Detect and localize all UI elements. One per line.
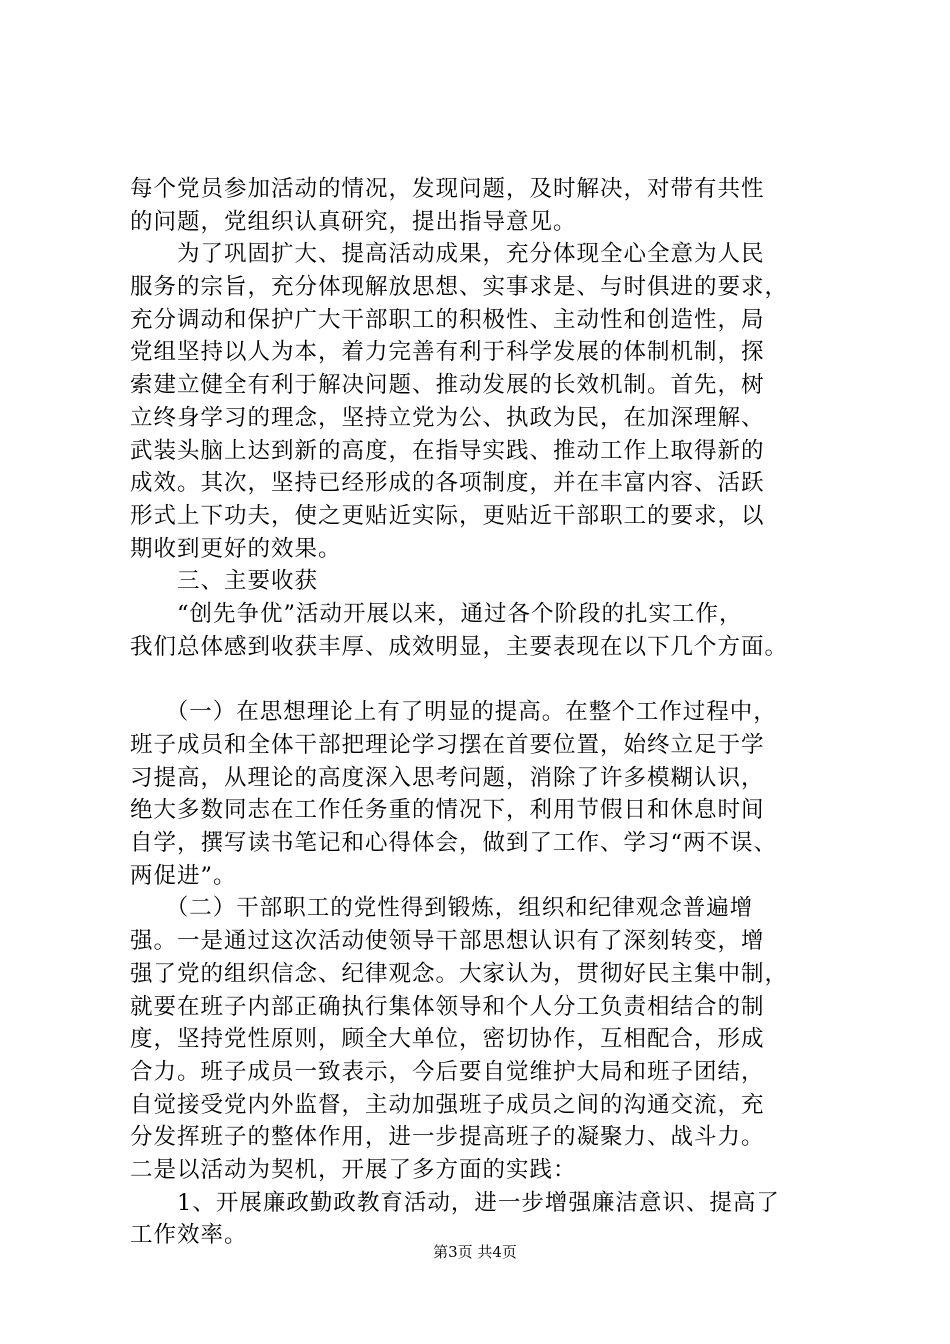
text-line: 分发挥班子的整体作用，进一步提高班子的凝聚力、战斗力。 — [130, 1124, 765, 1151]
text-line: 形式上下功夫，使之更贴近实际，更贴近干部职工的要求，以 — [130, 502, 765, 529]
text-line: 每个党员参加活动的情况，发现问题，及时解决，对带有共性 — [130, 176, 765, 202]
text-line: 工作效率。 — [130, 1222, 248, 1249]
text-line: 度，坚持党性原则，顾全大单位，密切协作，互相配合，形成 — [130, 1026, 765, 1053]
text-line: 成效。其次，坚持已经形成的各项制度，并在丰富内容、活跃 — [130, 470, 765, 497]
body-section-1 — [130, 173, 850, 663]
text-line: “创先争优”活动开展以来，通过各个阶段的扎实工作， — [130, 600, 743, 627]
paragraph-gap — [130, 663, 850, 696]
body-section-2 — [130, 696, 850, 1252]
text-line: 就要在班子内部正确执行集体领导和个人分工负责相结合的制 — [130, 993, 765, 1020]
text-line: 立终身学习的理念，坚持立党为公、执政为民，在加深理解、 — [130, 404, 765, 431]
text-line: 武装头脑上达到新的高度，在指导实践、推动工作上取得新的 — [130, 437, 765, 464]
text-line: 服务的宗旨，充分体现解放思想、实事求是、与时俱进的要求， — [130, 274, 789, 301]
text-line: 自学，撰写读书笔记和心得体会，做到了工作、学习“两不误、 — [130, 830, 778, 857]
text-line: 期收到更好的效果。 — [130, 535, 342, 562]
text-line: 我们总体感到收获丰厚、成效明显，主要表现在以下几个方面。 — [130, 633, 789, 660]
document-body — [130, 173, 850, 1252]
text-line: 班子成员和全体干部把理论学习摆在首要位置，始终立足于学 — [130, 732, 765, 758]
text-line: 为了巩固扩大、提高活动成果，充分体现全心全意为人民 — [130, 241, 765, 268]
text-line: 的问题，党组织认真研究，提出指导意见。 — [130, 208, 577, 235]
text-line: 习提高，从理论的高度深入思考问题，消除了许多模糊认识， — [130, 764, 765, 791]
text-line: （二）干部职工的党性得到锻炼，组织和纪律观念普遍增 — [130, 895, 754, 922]
text-line: 1、开展廉政勤政教育活动，进一步增强廉洁意识、提高了 — [130, 1189, 780, 1216]
text-line: 合力。班子成员一致表示，今后要自觉维护大局和班子团结， — [130, 1058, 765, 1085]
page-footer: 第3页 共4页 — [433, 1243, 517, 1261]
text-line: 二是以活动为契机，开展了多方面的实践： — [130, 1156, 577, 1183]
text-line: 绝大多数同志在工作任务重的情况下，利用节假日和休息时间 — [130, 797, 765, 824]
text-line: 强。一是通过这次活动使领导干部思想认识有了深刻转变，增 — [130, 928, 765, 955]
text-line: 自觉接受党内外监督，主动加强班子成员之间的沟通交流，充 — [130, 1091, 765, 1118]
text-line: 强了党的组织信念、纪律观念。大家认为，贯彻好民主集中制， — [130, 960, 789, 987]
text-line: 党组坚持以人为本，着力完善有利于科学发展的体制机制，探 — [130, 339, 765, 366]
text-line: 三、主要收获 — [130, 568, 319, 595]
text-line: 充分调动和保护广大干部职工的积极性、主动性和创造性，局 — [130, 306, 765, 333]
text-line: （一）在思想理论上有了明显的提高。在整个工作过程中， — [130, 699, 777, 726]
text-line: 两促进”。 — [130, 862, 237, 889]
text-line: 索建立健全有利于解决问题、推动发展的长效机制。首先，树 — [130, 372, 765, 399]
